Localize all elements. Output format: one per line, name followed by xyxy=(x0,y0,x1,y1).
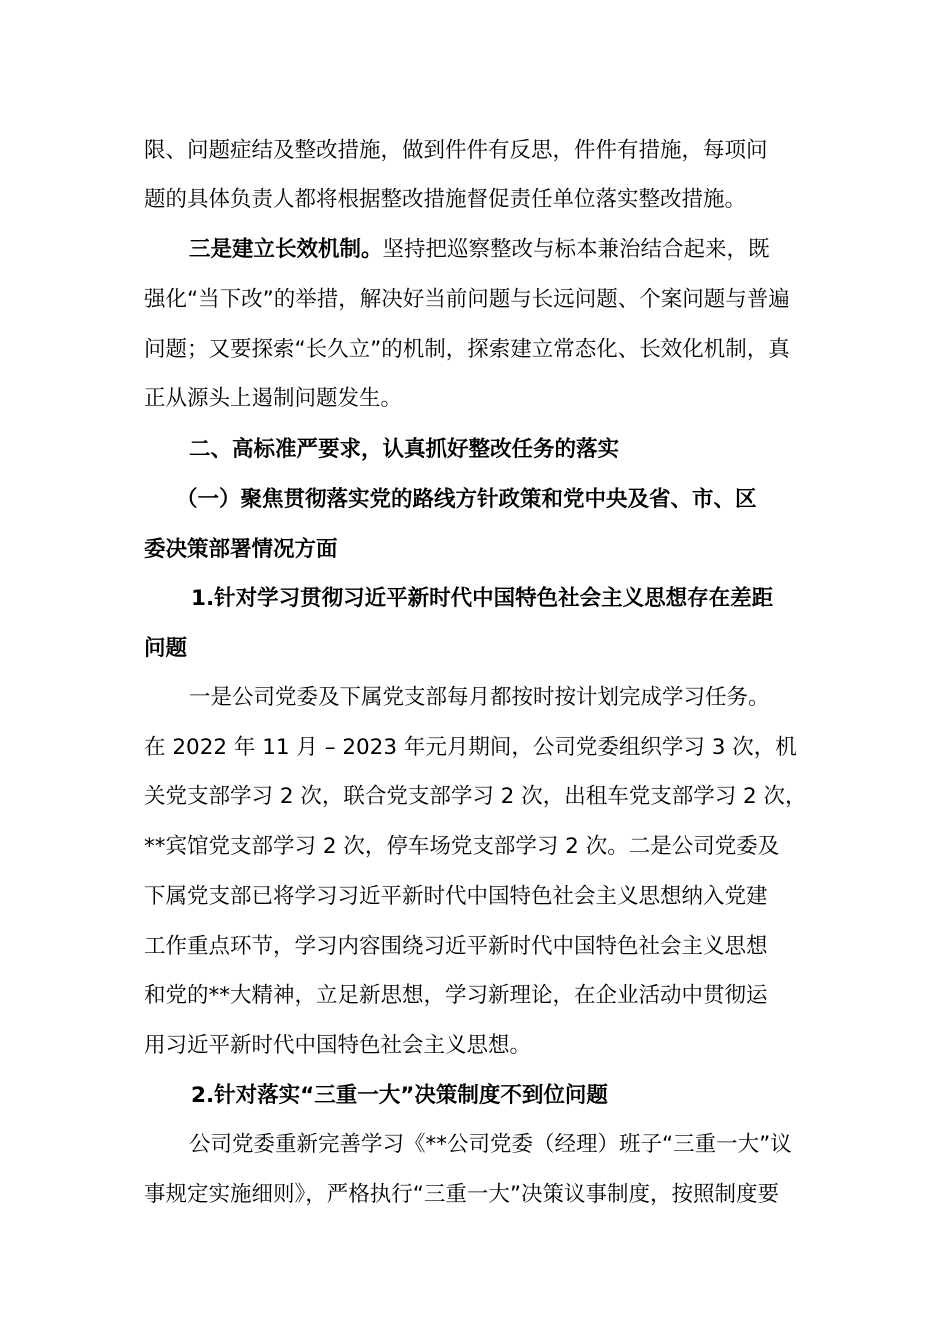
paragraph-line: 在 2022 年 11 月 – 2023 年元月期间，公司党委组织学习 3 次，机 xyxy=(144,735,797,760)
paragraph-line: 和党的**大精神，立足新思想，学习新理论，在企业活动中贯彻运 xyxy=(144,983,768,1008)
paragraph-line: 问题；又要探索“长久立”的机制，探索建立常态化、长效化机制，真 xyxy=(144,337,790,362)
paragraph-line: 限、问题症结及整改措施，做到件件有反思，件件有措施，每项问 xyxy=(144,138,768,163)
paragraph-line: 用习近平新时代中国特色社会主义思想。 xyxy=(144,1033,532,1058)
paragraph-line: 工作重点环节，学习内容围绕习近平新时代中国特色社会主义思想 xyxy=(144,934,768,959)
paragraph-line: 一是公司党委及下属党支部每月都按时按计划完成学习任务。 xyxy=(189,685,770,710)
paragraph-line: 题的具体负责人都将根据整改措施督促责任单位落实整改措施。 xyxy=(144,187,747,212)
subsection-heading: （一）聚焦贯彻落实党的路线方针政策和党中央及省、市、区 xyxy=(176,487,757,512)
item-heading: 问题 xyxy=(144,636,188,661)
item-heading: 1.针对学习贯彻习近平新时代中国特色社会主义思想存在差距 xyxy=(191,586,774,611)
paragraph-line: 关党支部学习 2 次，联合党支部学习 2 次，出租车党支部学习 2 次， xyxy=(144,784,807,809)
paragraph-line xyxy=(189,235,770,265)
section-heading: 二、高标准严要求，认真抓好整改任务的落实 xyxy=(189,437,620,462)
subsection-heading: 委决策部署情况方面 xyxy=(144,537,338,562)
paragraph-line: 事规定实施细则》，严格执行“三重一大”决策议事制度，按照制度要 xyxy=(144,1182,780,1207)
inline-heading: 三是建立长效机制。 xyxy=(189,237,383,262)
paragraph-text: 坚持把巡察整改与标本兼治结合起来，既 xyxy=(382,237,770,262)
paragraph-line: **宾馆党支部学习 2 次，停车场党支部学习 2 次。二是公司党委及 xyxy=(144,834,780,859)
item-heading: 2.针对落实“三重一大”决策制度不到位问题 xyxy=(191,1083,608,1108)
paragraph-line: 公司党委重新完善学习《**公司党委（经理）班子“三重一大”议 xyxy=(189,1132,792,1157)
paragraph-line: 强化“当下改”的举措，解决好当前问题与长远问题、个案问题与普遍 xyxy=(144,287,790,312)
paragraph-line: 下属党支部已将学习习近平新时代中国特色社会主义思想纳入党建 xyxy=(144,884,768,909)
paragraph-line: 正从源头上遏制问题发生。 xyxy=(144,386,403,411)
